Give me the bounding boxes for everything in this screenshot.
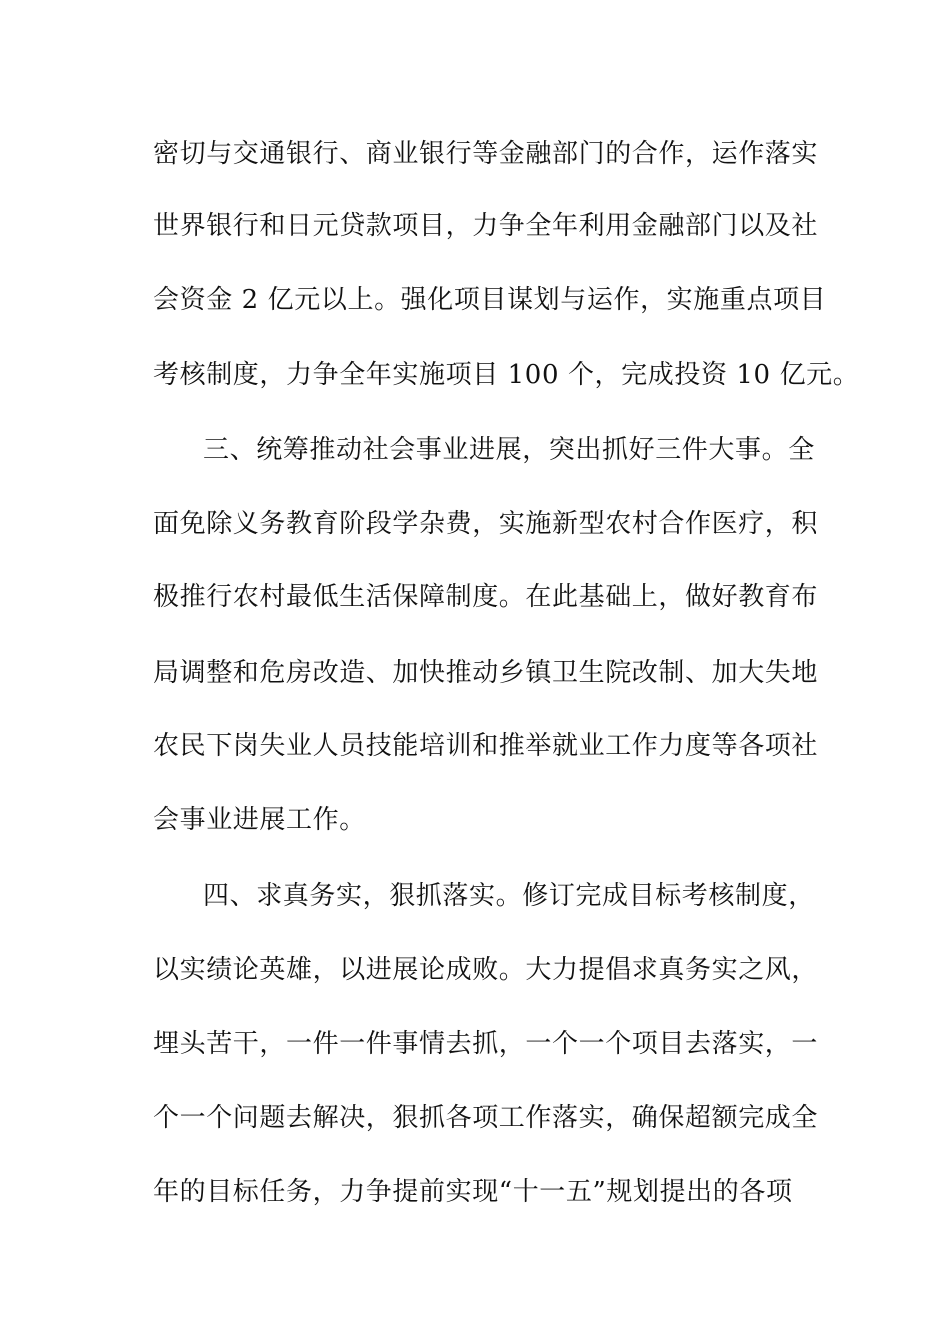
text-line: 年的目标任务，力争提前实现“十一五”规划提出的各项	[153, 1177, 793, 1207]
text-line: 以实绩论英雄，以进展论成败。大力提倡求真务实之风，	[153, 955, 819, 985]
text-line: 四、求真务实，狠抓落实。修订完成目标考核制度，	[203, 881, 815, 911]
text-line: 极推行农村最低生活保障制度。在此基础上，做好教育布	[153, 582, 819, 612]
text-line: 局调整和危房改造、加快推动乡镇卫生院改制、加大失地	[153, 658, 819, 688]
text-line: 会事业进展工作。	[153, 805, 366, 835]
text-line: 会资金 2 亿元以上。强化项目谋划与运作，实施重点项目	[153, 285, 827, 315]
text-line: 密切与交通银行、商业银行等金融部门的合作，运作落实	[153, 139, 819, 169]
text-line: 个一个问题去解决，狠抓各项工作落实，确保超额完成全	[153, 1103, 819, 1133]
text-line: 农民下岗失业人员技能培训和推举就业工作力度等各项社	[153, 731, 819, 761]
text-line: 世界银行和日元贷款项目，力争全年利用金融部门以及社	[153, 211, 819, 241]
text-line: 考核制度，力争全年实施项目 100 个，完成投资 10 亿元。	[153, 360, 860, 390]
text-line: 面免除义务教育阶段学杂费，实施新型农村合作医疗，积	[153, 509, 819, 539]
text-line: 埋头苦干，一件一件事情去抓，一个一个项目去落实，一	[153, 1029, 819, 1059]
text-line: 三、统筹推动社会事业进展，突出抓好三件大事。全	[203, 435, 815, 465]
